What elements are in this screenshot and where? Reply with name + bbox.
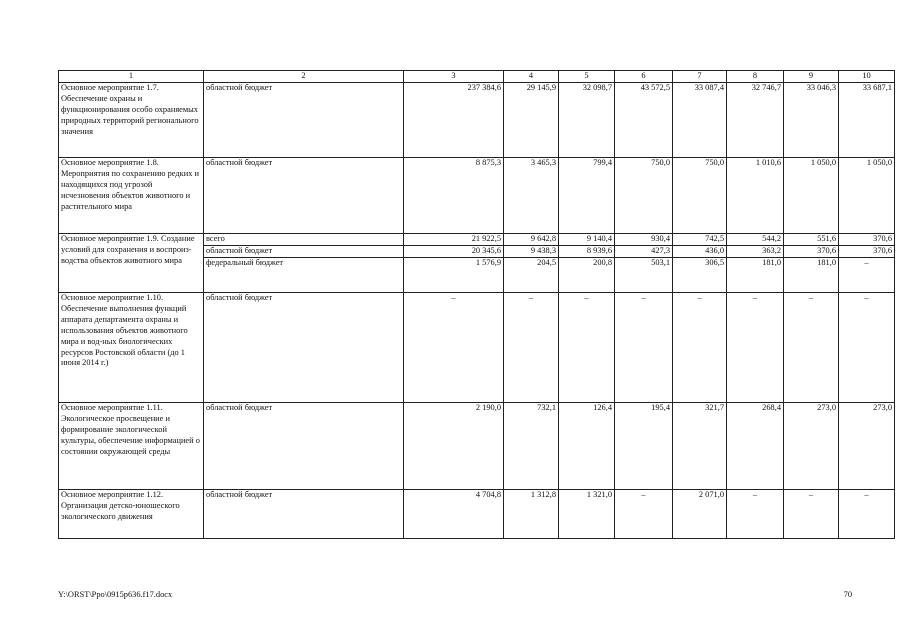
measure-name: Основное мероприятие 1.12. Организация детско-юношеского экологического движения: [59, 490, 204, 539]
value-cell: 237 384,6: [404, 83, 504, 158]
value-cell: –: [727, 490, 784, 539]
header-cell: 1: [59, 71, 204, 83]
value-cell: 799,4: [559, 158, 615, 234]
value-cell: –: [404, 293, 504, 403]
value-cell: 742,5: [673, 234, 727, 246]
value-cell: 181,0: [727, 258, 784, 293]
value-cell: 503,1: [615, 258, 673, 293]
table-row: [59, 293, 895, 403]
table-row: [59, 403, 895, 490]
value-cell: 370,6: [839, 246, 895, 258]
header-cell: 8: [727, 71, 784, 83]
value-cell: 33 046,3: [784, 83, 839, 158]
value-cell: 1 050,0: [784, 158, 839, 234]
funding-source: областной бюджет: [204, 246, 404, 258]
table-header-row: [59, 71, 895, 83]
measure-name: Основное мероприятие 1.7. Обеспечение охраны и функционирования особо охраняемых природных территорий регионального значения: [59, 83, 204, 158]
value-cell: 33 687,1: [839, 83, 895, 158]
value-cell: 436,0: [673, 246, 727, 258]
document-path: Y:\ORST\Ppo\0915p636.f17.docx: [58, 590, 173, 599]
value-cell: 273,0: [784, 403, 839, 490]
funding-source: областной бюджет: [204, 293, 404, 403]
value-cell: 750,0: [615, 158, 673, 234]
value-cell: 8 875,3: [404, 158, 504, 234]
value-cell: 8 939,6: [559, 246, 615, 258]
header-cell: 5: [559, 71, 615, 83]
funding-source: областной бюджет: [204, 403, 404, 490]
value-cell: 1 576,9: [404, 258, 504, 293]
value-cell: –: [615, 490, 673, 539]
value-cell: 32 098,7: [559, 83, 615, 158]
value-cell: 9 140,4: [559, 234, 615, 246]
value-cell: 126,4: [559, 403, 615, 490]
measure-name: Основное мероприятие 1.9. Создание условий для сохранения и воспроиз-водства объектов животного мира: [59, 234, 204, 293]
page-number: 70: [843, 590, 852, 599]
value-cell: 200,8: [559, 258, 615, 293]
value-cell: –: [615, 293, 673, 403]
measure-name: Основное мероприятие 1.11. Экологическое просвещение и формирование экологической культуры, обеспечение информацией о состоянии окружающей среды: [59, 403, 204, 490]
value-cell: 268,4: [727, 403, 784, 490]
value-cell: –: [727, 293, 784, 403]
value-cell: 1 050,0: [839, 158, 895, 234]
value-cell: 370,6: [839, 234, 895, 246]
measure-name: Основное мероприятие 1.10. Обеспечение выполнения функций аппарата департамента охраны и использования объектов животного мира и вод-ных биологических ресурсов Ростовской области (до 1 июня 2014 г.): [59, 293, 204, 403]
value-cell: 1 010,6: [727, 158, 784, 234]
value-cell: 2 190,0: [404, 403, 504, 490]
table-row: [59, 234, 895, 246]
header-cell: 2: [204, 71, 404, 83]
funding-source: всего: [204, 234, 404, 246]
value-cell: 32 746,7: [727, 83, 784, 158]
funding-source: федеральный бюджет: [204, 258, 404, 293]
value-cell: 1 312,8: [504, 490, 559, 539]
value-cell: 43 572,5: [615, 83, 673, 158]
value-cell: 181,0: [784, 258, 839, 293]
header-cell: 4: [504, 71, 559, 83]
header-cell: 3: [404, 71, 504, 83]
value-cell: –: [784, 490, 839, 539]
value-cell: –: [673, 293, 727, 403]
funding-source: областной бюджет: [204, 83, 404, 158]
table-row: [59, 83, 895, 158]
funding-source: областной бюджет: [204, 490, 404, 539]
value-cell: 21 922,5: [404, 234, 504, 246]
value-cell: 29 145,9: [504, 83, 559, 158]
value-cell: 195,4: [615, 403, 673, 490]
value-cell: 427,3: [615, 246, 673, 258]
measure-name: Основное мероприятие 1.8. Мероприятия по сохранению редких и находящихся под угрозой исчезновения объектов животного и растительного мира: [59, 158, 204, 234]
value-cell: 930,4: [615, 234, 673, 246]
header-cell: 9: [784, 71, 839, 83]
value-cell: 4 704,8: [404, 490, 504, 539]
table-row: [59, 490, 895, 539]
value-cell: 370,6: [784, 246, 839, 258]
header-cell: 7: [673, 71, 727, 83]
funding-source: областной бюджет: [204, 158, 404, 234]
value-cell: 551,6: [784, 234, 839, 246]
header-cell: 6: [615, 71, 673, 83]
value-cell: –: [559, 293, 615, 403]
value-cell: 2 071,0: [673, 490, 727, 539]
header-cell: 10: [839, 71, 895, 83]
value-cell: –: [839, 490, 895, 539]
value-cell: 363,2: [727, 246, 784, 258]
table-row: [59, 158, 895, 234]
value-cell: 3 465,3: [504, 158, 559, 234]
value-cell: 306,5: [673, 258, 727, 293]
value-cell: 1 321,0: [559, 490, 615, 539]
value-cell: –: [839, 258, 895, 293]
value-cell: 9 642,8: [504, 234, 559, 246]
value-cell: 544,2: [727, 234, 784, 246]
value-cell: –: [839, 293, 895, 403]
value-cell: 9 438,3: [504, 246, 559, 258]
budget-table: [58, 70, 895, 539]
value-cell: –: [504, 293, 559, 403]
value-cell: 732,1: [504, 403, 559, 490]
value-cell: –: [784, 293, 839, 403]
value-cell: 20 345,6: [404, 246, 504, 258]
value-cell: 750,0: [673, 158, 727, 234]
value-cell: 33 087,4: [673, 83, 727, 158]
value-cell: 273,0: [839, 403, 895, 490]
value-cell: 204,5: [504, 258, 559, 293]
value-cell: 321,7: [673, 403, 727, 490]
